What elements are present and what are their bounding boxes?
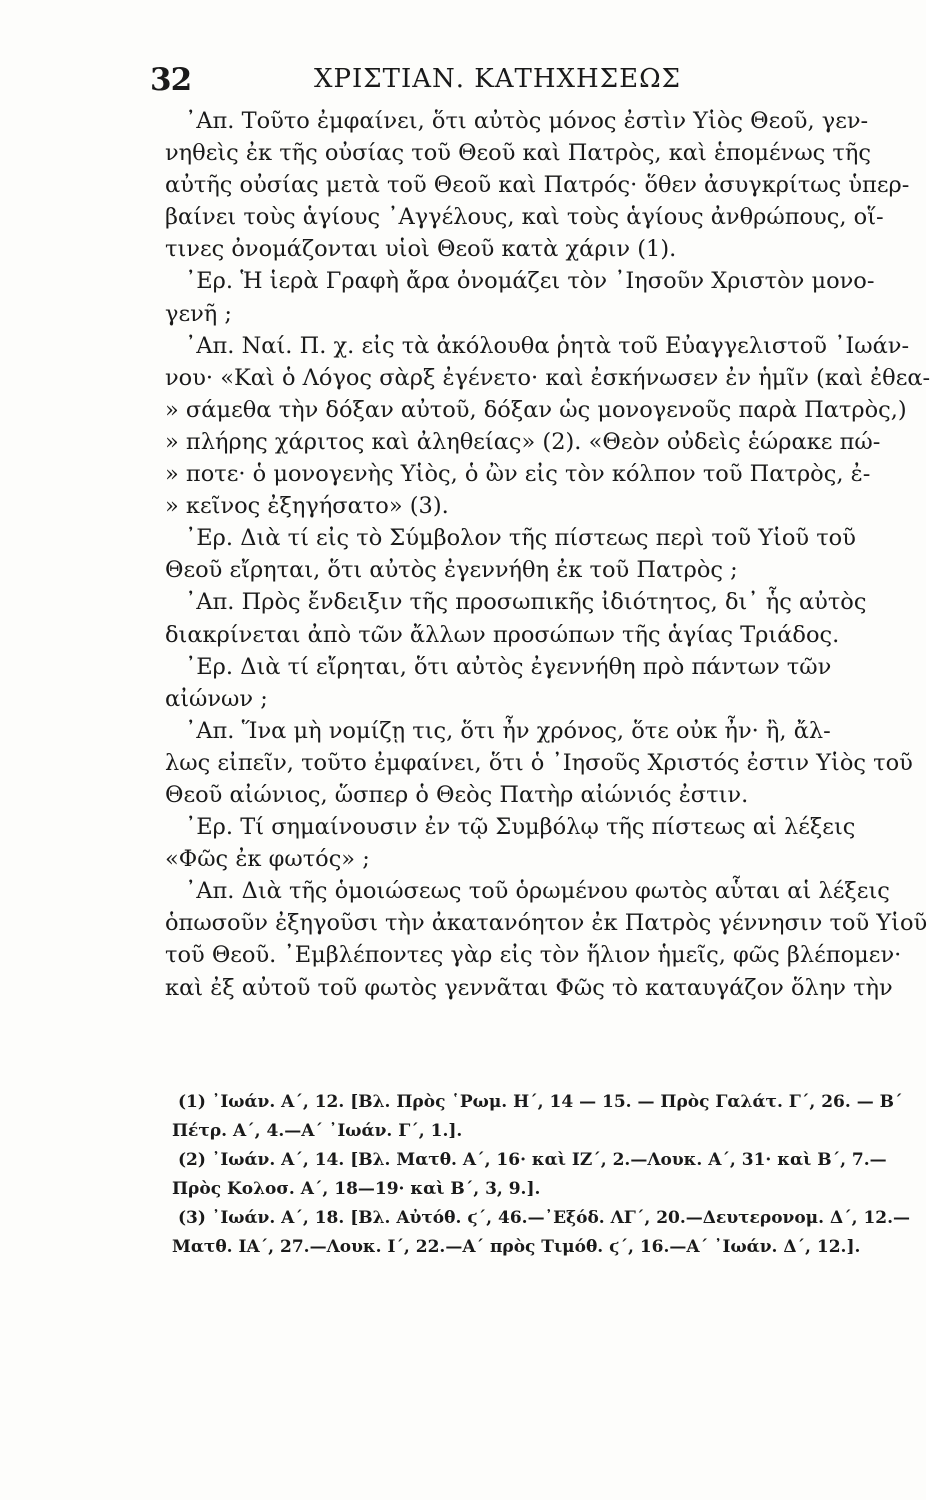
text-line: » πλήρης χάριτος καὶ ἀληθείας» (2). «Θεὸν οὐδεὶς ἑώρακε πώ- bbox=[165, 428, 881, 455]
text-line: νηθεὶς ἐκ τῆς οὐσίας τοῦ Θεοῦ καὶ Πατρὸς, καὶ ἑπομένως τῆς bbox=[165, 140, 871, 167]
text-line: «Φῶς ἐκ φωτός» ; bbox=[165, 846, 370, 873]
footnote-line: Πέτρ. Α΄, 4.—Α΄ ᾿Ιωάν. Γ΄, 1.]. bbox=[172, 1121, 463, 1141]
text-line: τινες ὀνομάζονται υἱοὶ Θεοῦ κατὰ χάριν (1). bbox=[165, 236, 677, 263]
text-line: βαίνει τοὺς ἁγίους ᾿Αγγέλους, καὶ τοὺς ἁγίους ἀνθρώπους, οἵ- bbox=[165, 204, 884, 231]
footnote-line: (2) ᾿Ιωάν. Α΄, 14. [Βλ. Ματθ. Α΄, 16· καὶ ΙΖ΄, 2.—Λουκ. Α΄, 31· καὶ Β΄, 7.— bbox=[178, 1150, 887, 1170]
text-line: ᾿Απ. Πρὸς ἔνδειξιν τῆς προσωπικῆς ἰδιότητος, δι᾿ ἧς αὐτὸς bbox=[185, 589, 867, 616]
text-line: ᾿Ερ. Διὰ τί εἴρηται, ὅτι αὐτὸς ἐγεννήθη πρὸ πάντων τῶν bbox=[185, 653, 832, 680]
text-line: » κεῖνος ἐξηγήσατο» (3). bbox=[165, 493, 449, 520]
page-header bbox=[150, 62, 815, 102]
text-line: Θεοῦ αἰώνιος, ὥσπερ ὁ Θεὸς Πατὴρ αἰώνιός ἐστιν. bbox=[165, 781, 749, 808]
footnotes bbox=[172, 1088, 911, 1262]
footnote-line: (3) ᾿Ιωάν. Α΄, 18. [Βλ. Αὐτόθ. ϛ΄, 46.—᾿Εξόδ. ΛΓ΄, 20.—Δευτερονομ. Δ΄, 12.— bbox=[178, 1208, 911, 1228]
text-line: ᾿Απ. Διὰ τῆς ὁμοιώσεως τοῦ ὁρωμένου φωτὸς αὗται αἱ λέξεις bbox=[185, 878, 890, 905]
text-line: καὶ ἐξ αὐτοῦ τοῦ φωτὸς γεννᾶται Φῶς τὸ καταυγάζον ὅλην τὴν bbox=[165, 974, 893, 1001]
text-line: ᾿Ερ. Διὰ τί εἰς τὸ Σύμβολον τῆς πίστεως περὶ τοῦ Υἱοῦ τοῦ bbox=[185, 525, 856, 552]
text-line: τοῦ Θεοῦ. ᾿Εμβλέποντες γὰρ εἰς τὸν ἥλιον ἡμεῖς, φῶς βλέπομεν· bbox=[165, 942, 902, 969]
text-line: αὐτῆς οὐσίας μετὰ τοῦ Θεοῦ καὶ Πατρός· ὅθεν ἀσυγκρίτως ὑπερ- bbox=[165, 172, 910, 199]
text-line: αἰώνων ; bbox=[165, 685, 268, 712]
main-text bbox=[165, 105, 930, 1004]
running-title: ΧΡΙΣΤΙΑΝ. ΚΑΤΗΧΗΣΕΩΣ bbox=[313, 64, 682, 94]
footnote-line: Ματθ. ΙΑ΄, 27.—Λουκ. Ι΄, 22.—Α΄ πρὸς Τιμόθ. ϛ΄, 16.—Α΄ ᾿Ιωάν. Δ΄, 12.]. bbox=[172, 1237, 861, 1257]
text-line: ᾿Ερ. Ἡ ἱερὰ Γραφὴ ἄρα ὀνομάζει τὸν ᾿Ιησοῦν Χριστὸν μονο- bbox=[185, 268, 875, 295]
text-line: ὁπωσοῦν ἐξηγοῦσι τὴν ἀκατανόητον ἐκ Πατρὸς γέννησιν τοῦ Υἱοῦ bbox=[165, 910, 928, 937]
text-line: λως εἰπεῖν, τοῦτο ἐμφαίνει, ὅτι ὁ ᾿Ιησοῦς Χριστός ἐστιν Υἱὸς τοῦ bbox=[165, 749, 913, 776]
text-line: διακρίνεται ἀπὸ τῶν ἄλλων προσώπων τῆς ἁγίας Τριάδος. bbox=[165, 621, 840, 648]
text-line: Θεοῦ εἴρηται, ὅτι αὐτὸς ἐγεννήθη ἐκ τοῦ Πατρὸς ; bbox=[165, 557, 738, 584]
text-line: ᾿Απ. Τοῦτο ἐμφαίνει, ὅτι αὐτὸς μόνος ἐστὶν Υἱὸς Θεοῦ, γεν- bbox=[185, 108, 869, 134]
footnote-line: (1) ᾿Ιωάν. Α΄, 12. [Βλ. Πρὸς ῾Ρωμ. Η΄, 14 — 15. — Πρὸς Γαλάτ. Γ΄, 26. — Β΄ bbox=[178, 1092, 903, 1112]
text-line: » ποτε· ὁ μονογενὴς Υἱὸς, ὁ ὢν εἰς τὸν κόλπον τοῦ Πατρὸς, ἐ- bbox=[165, 461, 871, 488]
text-line: γενῆ ; bbox=[165, 300, 232, 327]
text-line: ᾿Ερ. Τί σημαίνουσιν ἐν τῷ Συμβόλῳ τῆς πίστεως αἱ λέξεις bbox=[185, 814, 856, 841]
page-number: 32 bbox=[150, 62, 192, 98]
footnote-line: Πρὸς Κολοσ. Α΄, 18—19· καὶ Β΄, 3, 9.]. bbox=[172, 1179, 541, 1199]
text-line: » σάμεθα τὴν δόξαν αὐτοῦ, δόξαν ὡς μονογενοῦς παρὰ Πατρὸς,) bbox=[165, 396, 907, 423]
text-line: νου· «Καὶ ὁ Λόγος σὰρξ ἐγένετο· καὶ ἐσκήνωσεν ἐν ἡμῖν (καὶ ἐθεα- bbox=[165, 364, 930, 391]
text-line: ᾿Απ. Ναί. Π. χ. εἰς τὰ ἀκόλουθα ῥητὰ τοῦ Εὐαγγελιστοῦ ᾿Ιωάν- bbox=[185, 332, 910, 359]
text-line: ᾿Απ. Ἵνα μὴ νομίζῃ τις, ὅτι ἦν χρόνος, ὅτε οὐκ ἦν· ἢ, ἄλ- bbox=[185, 717, 831, 744]
